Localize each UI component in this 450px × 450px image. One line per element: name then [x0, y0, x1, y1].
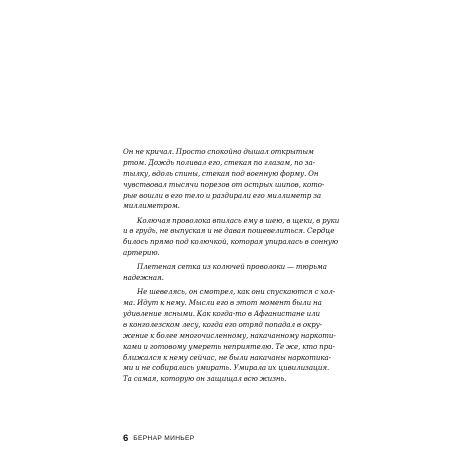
text-line: рые вошли в его тело и раздирали его миллиметр за: [123, 190, 322, 200]
text-line: Он не кричал. Просто спокойно дышал открытым: [123, 147, 314, 156]
body-text: [123, 147, 340, 385]
paragraph-3: [123, 262, 337, 284]
text-line: Плетеная сетка из колючей проволоки — тюрьма: [137, 262, 327, 272]
text-line: миллиметром.: [123, 201, 180, 211]
text-line: Не шевелясь, он смотрел, как они спускаются с хол-: [137, 287, 336, 297]
text-line: ками и готовому умереть неприятелю. Те же, кто при-: [123, 341, 335, 351]
text-line: надежная.: [123, 273, 164, 283]
paragraph-4: [123, 287, 337, 385]
text-line: удивление ясными. Как когда-то в Афганистане или: [123, 309, 321, 319]
text-line: ми и не собирались умирать. Умирала их цивилизация.: [123, 363, 330, 373]
text-line: ма. Идут к нему. Мысли его в этот момент были на: [123, 298, 322, 308]
paragraph-2: [123, 215, 340, 260]
text-line: артерию.: [123, 248, 160, 258]
text-line: и в грудь, не выпуская и не давая пошевелиться. Сердце: [123, 226, 335, 236]
text-line: Та самая, которую он защищал всю жизнь.: [123, 374, 287, 384]
text-line: Колючая проволока впилась ему в шею, в щеки, в руки: [137, 215, 340, 225]
text-line: тылку, вдоль спины, стекая под военную форму. Он: [123, 168, 319, 178]
page-number: 6: [123, 433, 129, 444]
text-line: ближался к нему сейчас, не были накачаны наркотика-: [123, 352, 331, 362]
paragraph-1: [123, 147, 337, 212]
text-line: ртом. Дождь поливал его, стекая по глазам, по за-: [123, 157, 315, 167]
text-line: жение к более многочисленному, накачанному наркоти-: [123, 330, 336, 340]
text-line: билось прямо под колючкой, которая упиралась в сонную: [123, 237, 339, 247]
page-footer: [123, 433, 194, 444]
text-line: чувствовал тысячи порезов от острых шипов, кото-: [123, 179, 325, 189]
text-line: в конголезском лесу, когда его отряд попадал в окру-: [123, 319, 323, 329]
running-head-author: БЕРНАР МИНЬЕР: [133, 435, 195, 442]
